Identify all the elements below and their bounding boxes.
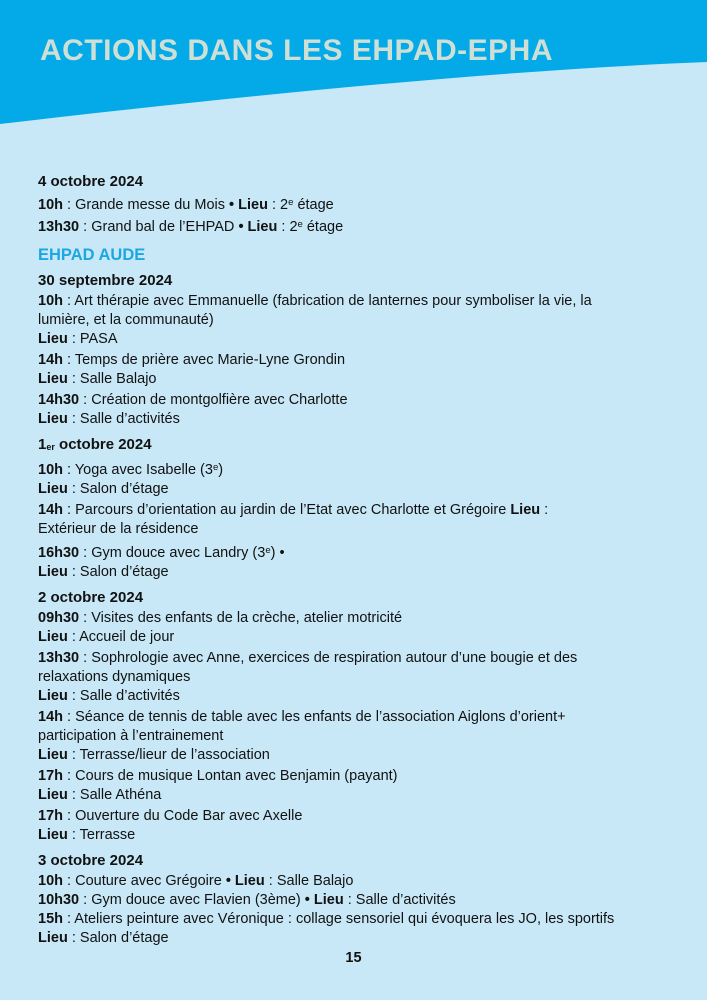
schedule-line bbox=[38, 501, 683, 520]
schedule-paragraph bbox=[38, 193, 683, 237]
text-segment: e bbox=[297, 219, 303, 230]
text-segment: Lieu bbox=[38, 411, 68, 427]
text-segment: 10h30 bbox=[38, 892, 80, 908]
text-segment: Lieu bbox=[38, 629, 68, 645]
text-segment: • Lieu bbox=[225, 873, 265, 889]
text-segment: : bbox=[63, 808, 76, 824]
text-segment: : bbox=[67, 371, 80, 387]
schedule-line bbox=[38, 391, 683, 410]
text-segment: ) bbox=[218, 462, 224, 478]
text-segment: Lieu bbox=[38, 930, 68, 946]
schedule-line bbox=[38, 609, 683, 628]
text-segment: : bbox=[67, 930, 80, 946]
text-segment: Salon d’étage bbox=[79, 564, 169, 580]
text-segment: Lieu bbox=[38, 827, 68, 843]
text-segment: 17h bbox=[38, 808, 63, 824]
text-segment: Séance de tennis de table avec les enfants de l’association Aiglons d’orient+ bbox=[75, 709, 566, 725]
text-segment: Salle d’activités bbox=[79, 411, 180, 427]
schedule-line bbox=[38, 541, 683, 563]
schedule-line bbox=[38, 458, 683, 480]
text-segment: étage bbox=[293, 197, 334, 213]
text-segment: octobre 2024 bbox=[54, 436, 152, 453]
schedule-line bbox=[38, 193, 683, 215]
text-segment: Salle d’activités bbox=[355, 892, 456, 908]
schedule-line bbox=[38, 687, 683, 706]
schedule-line bbox=[38, 807, 683, 826]
schedule-line bbox=[38, 767, 683, 786]
text-segment: Gym douce avec Landry (3 bbox=[91, 545, 266, 561]
text-segment: : bbox=[264, 873, 277, 889]
text-segment: : bbox=[63, 911, 75, 927]
text-segment: Salle Balajo bbox=[79, 371, 157, 387]
text-segment: Grande messe du Mois bbox=[75, 197, 230, 213]
text-segment: 10h bbox=[38, 197, 63, 213]
text-segment: Lieu bbox=[38, 481, 68, 497]
text-segment: 13h30 bbox=[38, 650, 80, 666]
text-segment: 1 bbox=[38, 436, 47, 453]
text-segment: 13h30 bbox=[38, 219, 80, 235]
text-segment: 14h bbox=[38, 709, 63, 725]
text-segment: Yoga avec Isabelle (3 bbox=[74, 462, 213, 478]
text-segment: : bbox=[79, 545, 92, 561]
text-segment: : bbox=[67, 787, 80, 803]
text-segment: 16h30 bbox=[38, 545, 80, 561]
schedule-line bbox=[38, 786, 683, 805]
text-segment: : bbox=[63, 873, 76, 889]
schedule-line bbox=[38, 910, 683, 929]
text-segment: : bbox=[79, 610, 92, 626]
text-segment: : bbox=[63, 352, 75, 368]
text-segment: Terrasse bbox=[79, 827, 136, 843]
text-segment: : bbox=[277, 219, 290, 235]
schedule-line bbox=[38, 215, 683, 237]
schedule-paragraph bbox=[38, 391, 683, 429]
schedule-line bbox=[38, 520, 683, 539]
schedule-line bbox=[38, 480, 683, 499]
text-segment: Ateliers peinture avec Véronique : collage sensoriel qui évoquera les JO, les sportifs bbox=[74, 911, 615, 927]
schedule-paragraph bbox=[38, 541, 683, 582]
schedule-line bbox=[38, 826, 683, 845]
text-segment: : bbox=[63, 768, 76, 784]
text-segment: : bbox=[79, 219, 92, 235]
schedule-paragraph bbox=[38, 501, 683, 539]
text-segment: : bbox=[67, 411, 80, 427]
text-segment: Lieu bbox=[38, 371, 68, 387]
text-segment: : bbox=[63, 197, 76, 213]
schedule-line bbox=[38, 649, 683, 668]
schedule-line bbox=[38, 330, 683, 349]
text-segment: 14h bbox=[38, 352, 63, 368]
text-segment: 10h bbox=[38, 462, 63, 478]
schedule-content bbox=[38, 172, 683, 950]
text-segment: 17h bbox=[38, 768, 63, 784]
text-segment: : bbox=[67, 564, 80, 580]
text-segment: : bbox=[63, 462, 75, 478]
text-segment: Salle d’activités bbox=[79, 688, 180, 704]
schedule-paragraph bbox=[38, 458, 683, 499]
text-segment: Accueil de jour bbox=[79, 629, 175, 645]
schedule-paragraph bbox=[38, 872, 683, 948]
text-segment: 10h bbox=[38, 873, 63, 889]
text-segment: : bbox=[67, 481, 80, 497]
page-title: ACTIONS DANS LES EHPAD-EPHA bbox=[40, 34, 553, 67]
text-segment: Ouverture du Code Bar avec Axelle bbox=[75, 808, 303, 824]
text-segment: Parcours d’orientation au jardin de l’Etat avec Charlotte et Grégoire bbox=[75, 502, 511, 518]
text-segment: Lieu bbox=[38, 787, 68, 803]
date-heading bbox=[38, 435, 683, 457]
schedule-line bbox=[38, 727, 683, 746]
text-segment: : bbox=[67, 331, 80, 347]
page-header bbox=[0, 0, 707, 126]
text-segment: : bbox=[67, 827, 80, 843]
text-segment: : bbox=[79, 892, 92, 908]
text-segment: 2 bbox=[280, 197, 289, 213]
text-segment: Salle Athéna bbox=[79, 787, 162, 803]
schedule-line bbox=[38, 929, 683, 948]
page-number: 15 bbox=[345, 950, 362, 966]
schedule-paragraph bbox=[38, 649, 683, 706]
text-segment: e bbox=[288, 197, 294, 208]
schedule-paragraph bbox=[38, 609, 683, 647]
schedule-line bbox=[38, 708, 683, 727]
schedule-line bbox=[38, 410, 683, 429]
text-segment: er bbox=[46, 442, 55, 452]
schedule-paragraph bbox=[38, 807, 683, 845]
text-segment: : bbox=[63, 502, 76, 518]
text-segment: : bbox=[540, 502, 549, 518]
text-segment: participation à l’entrainement bbox=[38, 728, 224, 744]
text-segment: 30 septembre 2024 bbox=[38, 272, 173, 289]
schedule-line bbox=[38, 311, 683, 330]
text-segment: : bbox=[67, 629, 80, 645]
text-segment: : bbox=[63, 293, 75, 309]
text-segment: étage bbox=[302, 219, 344, 235]
text-segment: e bbox=[265, 545, 271, 556]
date-heading bbox=[38, 172, 683, 192]
schedule-paragraph bbox=[38, 292, 683, 349]
text-segment: PASA bbox=[79, 331, 118, 347]
text-segment: • Lieu bbox=[238, 219, 278, 235]
text-segment: Couture avec Grégoire bbox=[75, 873, 226, 889]
text-segment: 10h bbox=[38, 293, 63, 309]
text-segment: • Lieu bbox=[304, 892, 344, 908]
text-segment: Visites des enfants de la crèche, atelier motricité bbox=[91, 610, 403, 626]
text-segment: 3 octobre 2024 bbox=[38, 852, 144, 869]
schedule-paragraph bbox=[38, 708, 683, 765]
text-segment: ) • bbox=[270, 545, 285, 561]
text-segment: : bbox=[63, 709, 76, 725]
text-segment: : bbox=[267, 197, 281, 213]
text-segment: Grand bal de l’EHPAD bbox=[91, 219, 239, 235]
schedule-paragraph bbox=[38, 351, 683, 389]
text-segment: Salle Balajo bbox=[276, 873, 354, 889]
schedule-paragraph bbox=[38, 767, 683, 805]
text-segment: Lieu bbox=[38, 331, 68, 347]
schedule-line bbox=[38, 891, 683, 910]
text-segment: Art thérapie avec Emmanuelle (fabrication de lanternes pour symboliser la vie, la bbox=[74, 293, 592, 309]
schedule-line bbox=[38, 746, 683, 765]
text-segment: relaxations dynamiques bbox=[38, 669, 191, 685]
text-segment: Lieu bbox=[38, 688, 68, 704]
text-segment: Cours de musique Lontan avec Benjamin (payant) bbox=[75, 768, 398, 784]
text-segment: 14h bbox=[38, 502, 63, 518]
schedule-line bbox=[38, 628, 683, 647]
text-segment: Extérieur de la résidence bbox=[38, 521, 199, 537]
text-segment: Salon d’étage bbox=[79, 481, 169, 497]
date-heading bbox=[38, 851, 683, 871]
text-segment: Création de montgolfière avec Charlotte bbox=[91, 392, 348, 408]
text-segment: e bbox=[212, 462, 219, 473]
text-segment: Sophrologie avec Anne, exercices de respiration autour d’une bougie et des bbox=[91, 650, 578, 666]
text-segment: 2 octobre 2024 bbox=[38, 589, 144, 606]
text-segment: Gym douce avec Flavien (3ème) bbox=[91, 892, 305, 908]
text-segment: : bbox=[67, 688, 80, 704]
text-segment: Temps de prière avec Marie-Lyne Grondin bbox=[74, 352, 346, 368]
text-segment: Lieu bbox=[38, 564, 68, 580]
schedule-line bbox=[38, 292, 683, 311]
text-segment: Terrasse/lieur de l’association bbox=[79, 747, 270, 763]
text-segment: 2 bbox=[289, 219, 298, 235]
text-segment: Lieu bbox=[510, 502, 541, 518]
text-segment: • Lieu bbox=[229, 197, 268, 213]
schedule-line bbox=[38, 872, 683, 891]
text-segment: : bbox=[79, 392, 92, 408]
text-segment: : bbox=[79, 650, 92, 666]
schedule-line bbox=[38, 668, 683, 687]
text-segment: Lieu bbox=[38, 747, 68, 763]
text-segment: 14h30 bbox=[38, 392, 80, 408]
schedule-line bbox=[38, 351, 683, 370]
section-heading bbox=[38, 245, 683, 265]
date-heading bbox=[38, 271, 683, 291]
text-segment: lumière, et la communauté) bbox=[38, 312, 214, 328]
text-segment: : bbox=[343, 892, 356, 908]
text-segment: Salon d’étage bbox=[79, 930, 169, 946]
text-segment: 15h bbox=[38, 911, 63, 927]
text-segment: 4 octobre 2024 bbox=[38, 173, 144, 190]
text-segment: 09h30 bbox=[38, 610, 80, 626]
text-segment: : bbox=[67, 747, 80, 763]
schedule-line bbox=[38, 370, 683, 389]
schedule-line bbox=[38, 563, 683, 582]
date-heading bbox=[38, 588, 683, 608]
text-segment: EHPAD AUDE bbox=[38, 246, 146, 264]
